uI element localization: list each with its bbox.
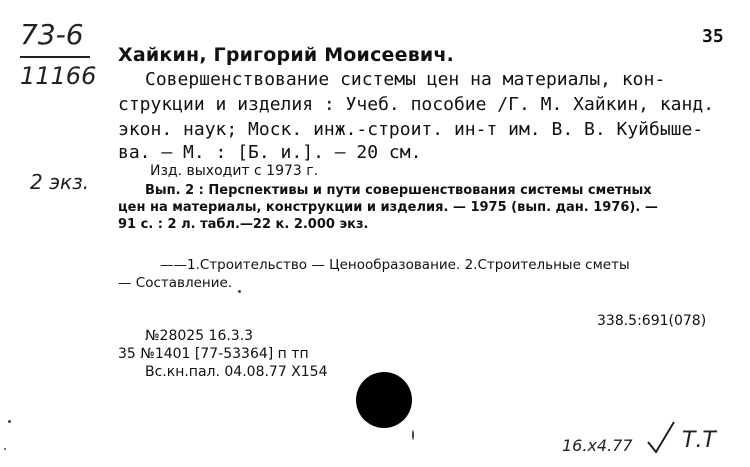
classification-number: 338.5:691(078): [597, 313, 707, 329]
page-number: 35: [702, 26, 724, 47]
title-line-2: струкции и изделия : Учеб. пособие /Г. М. Хайкин, канд.: [118, 94, 715, 115]
record-line-2: 35 №1401 [77-53364] п тп: [118, 346, 309, 362]
record-line-1: №28025 16.3.3: [145, 328, 254, 344]
handwritten-copies-note: 2 экз.: [30, 170, 90, 194]
scan-speck: [238, 290, 241, 293]
title-line-3: экон. наук; Моск. инж.-строит. ин-т им. В. В. Куйбыше-: [118, 119, 704, 140]
title-line-4: ва. — М. : [Б. и.]. — 20 см.: [118, 142, 422, 163]
record-line-3: Вс.кн.пал. 04.08.77 Х154: [145, 364, 328, 380]
handwritten-call-number-bottom: 11166: [20, 62, 97, 90]
issue-note: Изд. выходит с 1973 г.: [150, 163, 319, 179]
call-number-underline: [20, 56, 90, 58]
scan-speck: [8, 420, 11, 423]
punch-hole: [356, 372, 412, 428]
title-line-1: Совершенствование системы цен на материалы, кон-: [145, 69, 666, 90]
handwritten-initials: Т.Т: [682, 428, 716, 453]
checkmark-icon: [646, 420, 676, 454]
tracing-line-1: ——1.Строительство — Ценообразование. 2.Строительные сметы: [160, 257, 630, 273]
scan-speck: [4, 448, 6, 450]
handwritten-call-number-top: 73-6: [20, 18, 84, 51]
tracing-line-2: — Составление.: [118, 275, 233, 291]
volume-line-2: цен на материалы, конструкции и изделия. — 1975 (вып. дан. 1976). —: [118, 200, 658, 215]
scan-speck: [412, 430, 414, 440]
volume-line-3: 91 с. : 2 л. табл.—22 к. 2.000 экз.: [118, 217, 369, 232]
volume-line-1: Вып. 2 : Перспективы и пути совершенствования системы сметных: [145, 183, 652, 198]
handwritten-date-note: 16.х4.77: [562, 436, 633, 455]
author-heading: Хайкин, Григорий Моисеевич.: [118, 44, 455, 66]
